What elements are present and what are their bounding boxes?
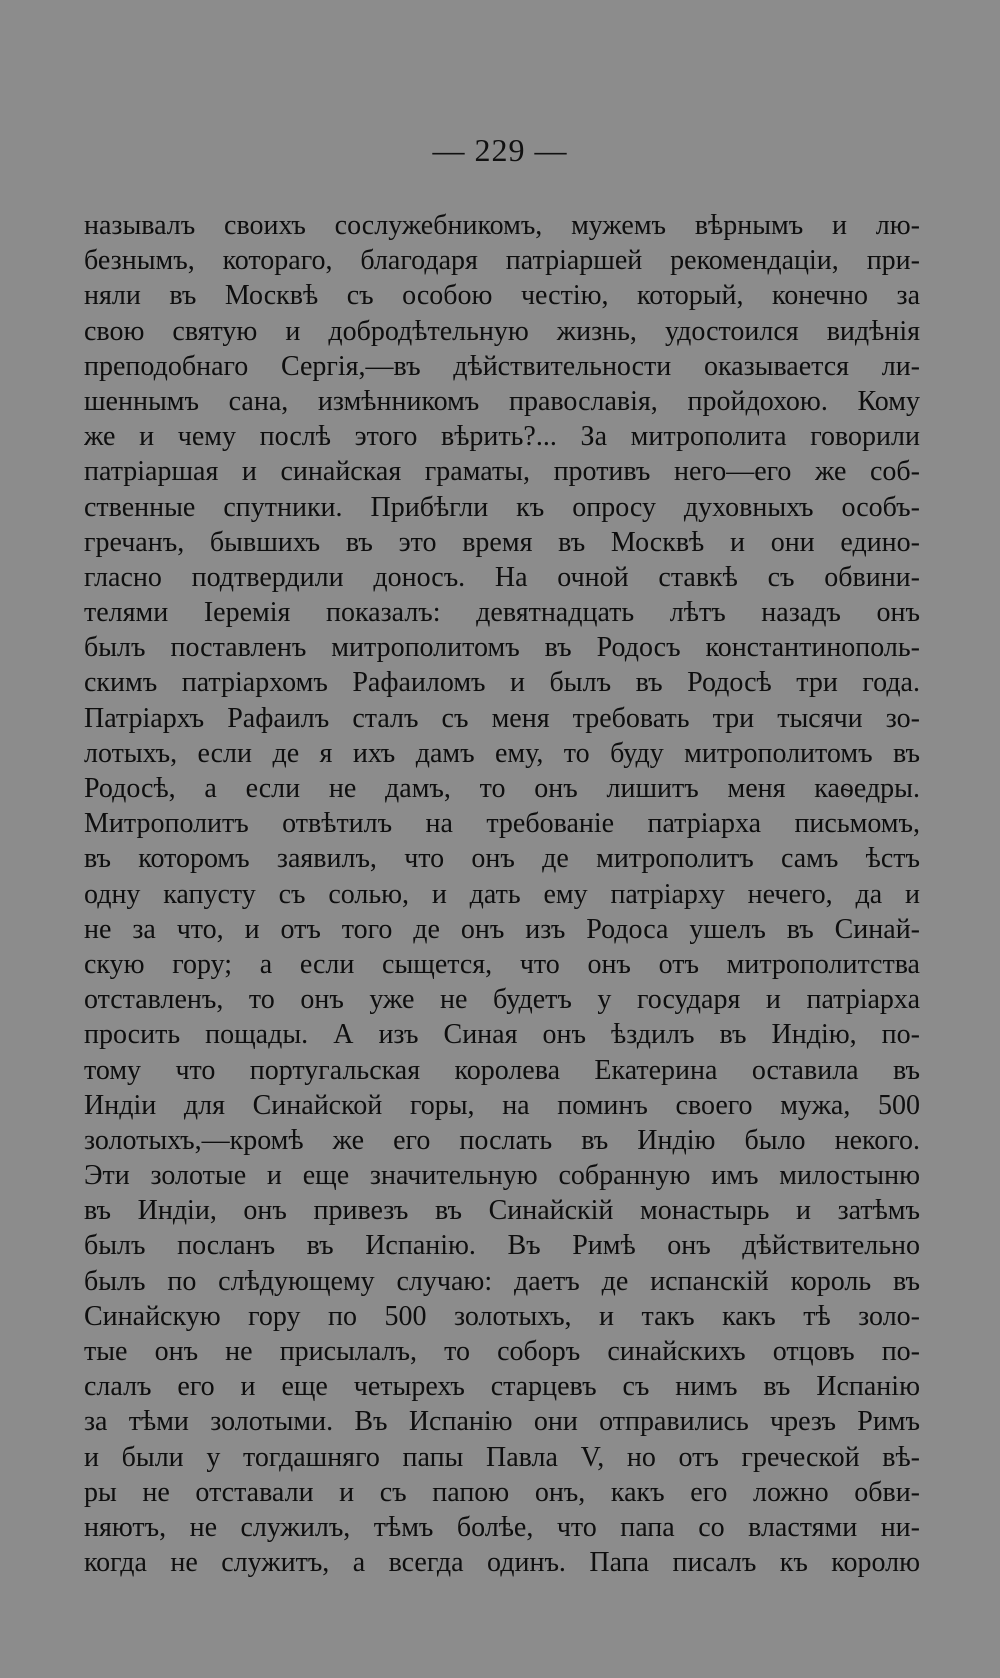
text-line: свою святую и добродѣтельную жизнь, удостоился видѣнія <box>84 315 920 347</box>
text-line: просить пощады. А изъ Синая онъ ѣздилъ въ Индію, по- <box>84 1019 920 1051</box>
text-line: патріаршая и синайская граматы, противъ него—его же соб- <box>84 456 920 488</box>
text-line: скую гору; а если сыщется, что онъ отъ митрополитства <box>84 948 920 980</box>
text-line: лотыхъ, если де я ихъ дамъ ему, то буду митрополитомъ въ <box>84 737 920 769</box>
text-line: когда не служитъ, а всегда одинъ. Папа писалъ къ королю <box>84 1547 920 1579</box>
text-line: и были у тогдашняго папы Павла V, но отъ греческой вѣ- <box>84 1441 920 1473</box>
text-line: былъ по слѣдующему случаю: даетъ де испанскій король въ <box>84 1265 920 1297</box>
text-body <box>84 208 920 1580</box>
text-line: гречанъ, бывшихъ въ это время въ Москвѣ и они едино- <box>84 526 920 558</box>
text-line: одну капусту съ солью, и дать ему патріарху нечего, да и <box>84 878 920 910</box>
text-line: Митрополитъ отвѣтилъ на требованіе патріарха письмомъ, <box>84 808 920 840</box>
text-line: ственные спутники. Прибѣгли къ опросу духовныхъ особъ- <box>84 491 920 523</box>
text-line: не за что, и отъ того де онъ изъ Родоса ушелъ въ Синай- <box>84 913 920 945</box>
text-line: преподобнаго Сергія,—въ дѣйствительности оказывается ли- <box>84 350 920 382</box>
text-line: тые онъ не присылалъ, то соборъ синайскихъ отцовъ по- <box>84 1336 920 1367</box>
text-line: золотыхъ,—кромѣ же его послать въ Индію было некого. <box>84 1124 920 1156</box>
text-line: Синайскую гору по 500 золотыхъ, и такъ какъ тѣ золо- <box>84 1300 920 1332</box>
text-line: слалъ его и еще четырехъ старцевъ съ нимъ въ Испанію <box>84 1371 920 1403</box>
text-line: тому что португальская королева Екатерина оставила въ <box>84 1054 920 1086</box>
text-line: былъ поставленъ митрополитомъ въ Родосъ константинополь- <box>84 632 920 664</box>
text-line: няли въ Москвѣ съ особою честію, который, конечно за <box>84 280 920 312</box>
text-line: безнымъ, котораго, благодаря патріаршей рекомендаціи, при- <box>84 245 920 277</box>
text-line: телями Іеремія показалъ: девятнадцать лѣтъ назадъ онъ <box>84 597 920 629</box>
text-line: въ которомъ заявилъ, что онъ де митрополитъ самъ ѣстъ <box>84 843 920 875</box>
page-number: — 229 — <box>432 132 568 168</box>
text-line: былъ посланъ въ Испанію. Въ Римѣ онъ дѣйствительно <box>84 1230 920 1262</box>
text-line: Индіи для Синайской горы, на поминъ своего мужа, 500 <box>84 1089 920 1121</box>
text-line: называлъ своихъ сослужебникомъ, мужемъ вѣрнымъ и лю- <box>84 210 920 241</box>
text-line: отставленъ, то онъ уже не будетъ у государя и патріарха <box>84 984 920 1016</box>
text-line: гласно подтвердили доносъ. На очной ставкѣ съ обвини- <box>84 561 920 593</box>
text-line: ры не отставали и съ папою онъ, какъ его ложно обви- <box>84 1476 920 1508</box>
text-line: Эти золотые и еще значительную собранную имъ милостыню <box>84 1160 920 1192</box>
text-line: за тѣми золотыми. Въ Испанію они отправились чрезъ Римъ <box>84 1406 920 1438</box>
text-line: же и чему послѣ этого вѣрить?... За митрополита говорили <box>84 421 920 453</box>
text-line: няютъ, не служилъ, тѣмъ болѣе, что папа со властями ни- <box>84 1511 920 1543</box>
text-line: въ Индіи, онъ привезъ въ Синайскій монастырь и затѣмъ <box>84 1195 920 1227</box>
text-line: Патріархъ Рафаилъ сталъ съ меня требовать три тысячи зо- <box>84 702 920 734</box>
text-line: шеннымъ сана, измѣнникомъ православія, пройдохою. Кому <box>84 385 920 417</box>
text-line: Родосѣ, а если не дамъ, то онъ лишитъ меня каѳедры. <box>84 773 920 804</box>
text-line: скимъ патріархомъ Рафаиломъ и былъ въ Родосѣ три года. <box>84 667 920 699</box>
